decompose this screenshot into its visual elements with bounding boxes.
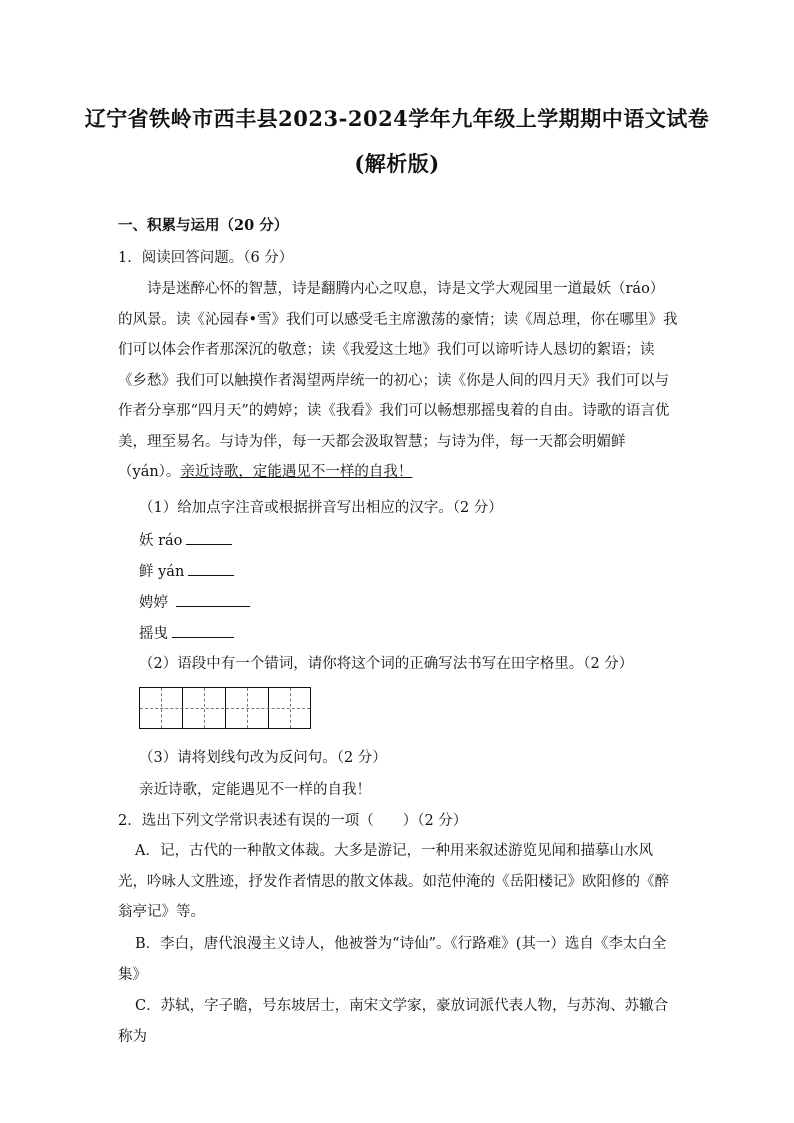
grid-midline [140,708,310,709]
option-c [118,991,678,1052]
fill-item-label: 妖 ráo [139,533,183,549]
answer-blank[interactable] [186,530,232,545]
fill-item-label: 鲜 yán [139,564,185,580]
option-c-text: C．苏轼，字子瞻，号东坡居士，南宋文学家，豪放词派代表人物，与苏洵、苏辙合称为 [118,998,669,1045]
sub-question-2: （2）语段中有一个错词，请你将这个词的正确写法书写在田字格里。（2 分） [139,656,634,672]
fill-item-1 [139,530,232,551]
sub-question-3: （3）请将划线句改为反问句。（2 分） [139,750,387,766]
sub-question-1: （1）给加点字注音或根据拼音写出相应的汉字。（2 分） [139,500,503,516]
answer-blank[interactable] [188,561,234,576]
answer-blank[interactable] [172,623,234,638]
fill-item-label: 摇曳 [139,626,168,642]
document-title: 辽宁省铁岭市西丰县2023-2024学年九年级上学期期中语文试卷 [84,106,710,131]
answer-blank[interactable] [176,592,250,607]
option-a-text: A．记，古代的一种散文体裁。大多是游记，一种用来叙述游览见闻和描摹山水风光，吟咏人文胜迹，抒发作者情思的散文体裁。如范仲淹的《岳阳楼记》欧阳修的《醉翁亭记》等。 [118,843,669,920]
question-2-prompt: 2．选出下列文学常识表述有误的一项（ ）（2 分） [118,813,468,829]
question-1-prompt: 1．阅读回答问题。（6 分） [118,250,294,266]
document-subtitle: (解析版) [354,151,440,176]
fill-item-label: 娉婷 [139,595,168,611]
sub-question-3-sentence: 亲近诗歌，定能遇见不一样的自我！ [139,782,371,798]
tianzi-grid[interactable] [139,687,311,729]
option-b-text: B．李白，唐代浪漫主义诗人，他被誉为“诗仙”。《行路难》(其一）选自《李太白全集》 [118,936,667,983]
option-b [118,929,678,990]
passage-text: 诗是迷醉心怀的智慧，诗是翻腾内心之叹息，诗是文学大观园里一道最妖（ráo）的风景。读《沁园春•雪》我们可以感受毛主席激荡的豪情；读《周总理，你在哪里》我们可以体会作者那深沉的敬意；读《我爱这土地》我们可以谛听诗人恳切的絮语；读《乡愁》我们可以触摸作者渴望两岸统一的初心；读《你是人间的四月天》我们可以与作者分享那“四月天”的娉婷；读《我看》我们可以畅想那摇曳着的自由。诗歌的语言优美，理至易名。与诗为伴，每一天都会汲取智慧；与诗为伴，每一天都会明媚鲜（yán）。 [118,281,678,480]
section-heading: 一、积累与运用（20 分） [118,217,289,234]
question-1-passage [118,274,678,488]
underlined-sentence: 亲近诗歌，定能遇见不一样的自我！ [180,464,413,480]
fill-item-4 [139,623,234,644]
fill-item-2 [139,561,234,582]
fill-item-3 [139,592,250,613]
option-a [118,836,678,928]
